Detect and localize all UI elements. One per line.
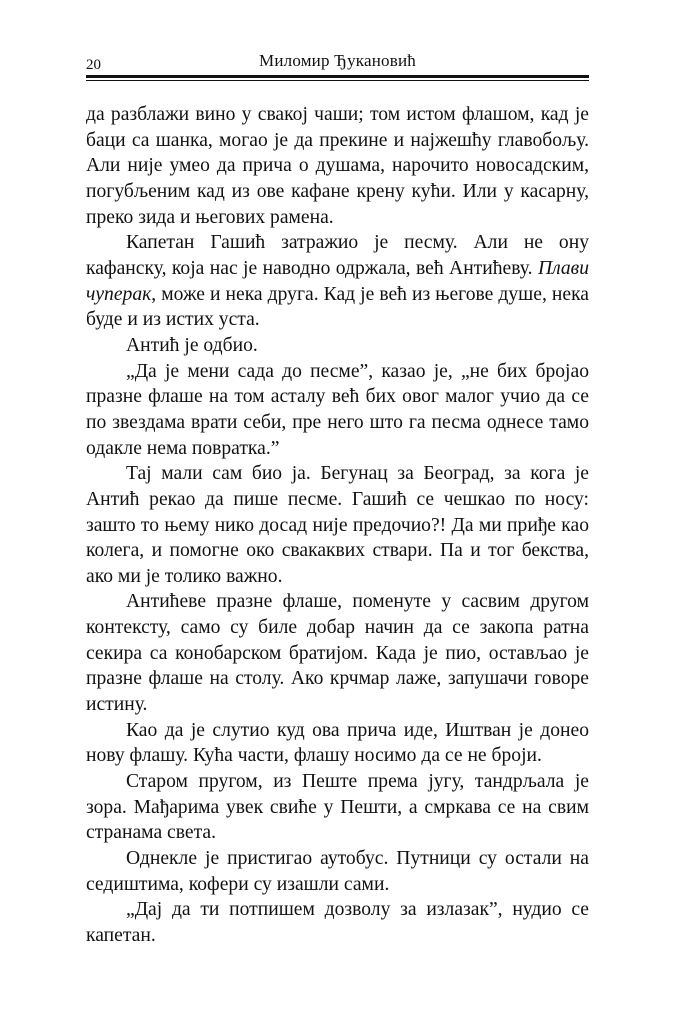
paragraph: „Да је мени сада до песме”, казао је, „не бих бројао празне флаше на том асталу већ бих овог малог учио да се по звездама врати себи, пре него што га песма однесе тамо одакле нема повратка.”: [86, 360, 589, 459]
page-number: 20: [86, 57, 101, 73]
paragraph: Однекле је пристигао аутобус. Путници су остали на седиштима, кофери су изашли сами.: [86, 848, 589, 895]
paragraph-text: Капетан Гашић затражио је песму. Али не ону кафанску, која нас је наводно одржала, већ Антићеву.: [86, 232, 589, 279]
italic-title: Плави чуперак: [86, 257, 589, 305]
paragraph: Старом пругом, из Пеште према југу, тандрљала је зора. Мађарима увек свиће у Пешти, а смркава се на свим странама света.: [86, 771, 589, 844]
paragraph: Тај мали сам био ја. Бегунац за Београд, за кога је Антић рекао да пише песме. Гашић се чешкао по носу: зашто то њему нико досад није предочио?! Да ми приђе као колега, и помогне око свакаквих ствари. Па и тог бекства, ако ми је толико важно.: [86, 463, 589, 587]
paragraph-text: , може и нека друга. Кад је већ из његове душе, нека буде и из истих уста.: [86, 283, 589, 331]
running-head-author: Миломир Ђукановић: [259, 51, 416, 70]
header-rule-thin: [86, 80, 589, 81]
body-text: [86, 102, 589, 949]
paragraph: Као да је слутио куд ова прича иде, Иштван је донео нову флашу. Кућа части, флашу носимо да се не броји.: [86, 719, 589, 767]
paragraph: Антић је одбио.: [126, 334, 258, 356]
header-rule-thick: [86, 75, 589, 78]
paragraph: Антићеве празне флаше, поменуте у сасвим другом контексту, само су биле добар начин да се закопа ратна секира са конобарском братијом. Када је пио, остављао је празне флаше на столу. Ако крчмар лаже, запушачи говоре истину.: [86, 591, 589, 716]
paragraph: да разблажи вино у свакој чаши; том истом флашом, кад је баци са шанка, могао је да прекине и најжешћу главобољу. Али није умео да прича о душама, нарочито новосадским, погубљеним кад из ове кафане крену кући. Или у касарну, преко зида и његових рамена.: [86, 104, 589, 228]
paragraph: [86, 230, 589, 333]
paragraph: „Дај да ти потпишем дозволу за излазак”, нудио се капетан.: [86, 899, 589, 946]
